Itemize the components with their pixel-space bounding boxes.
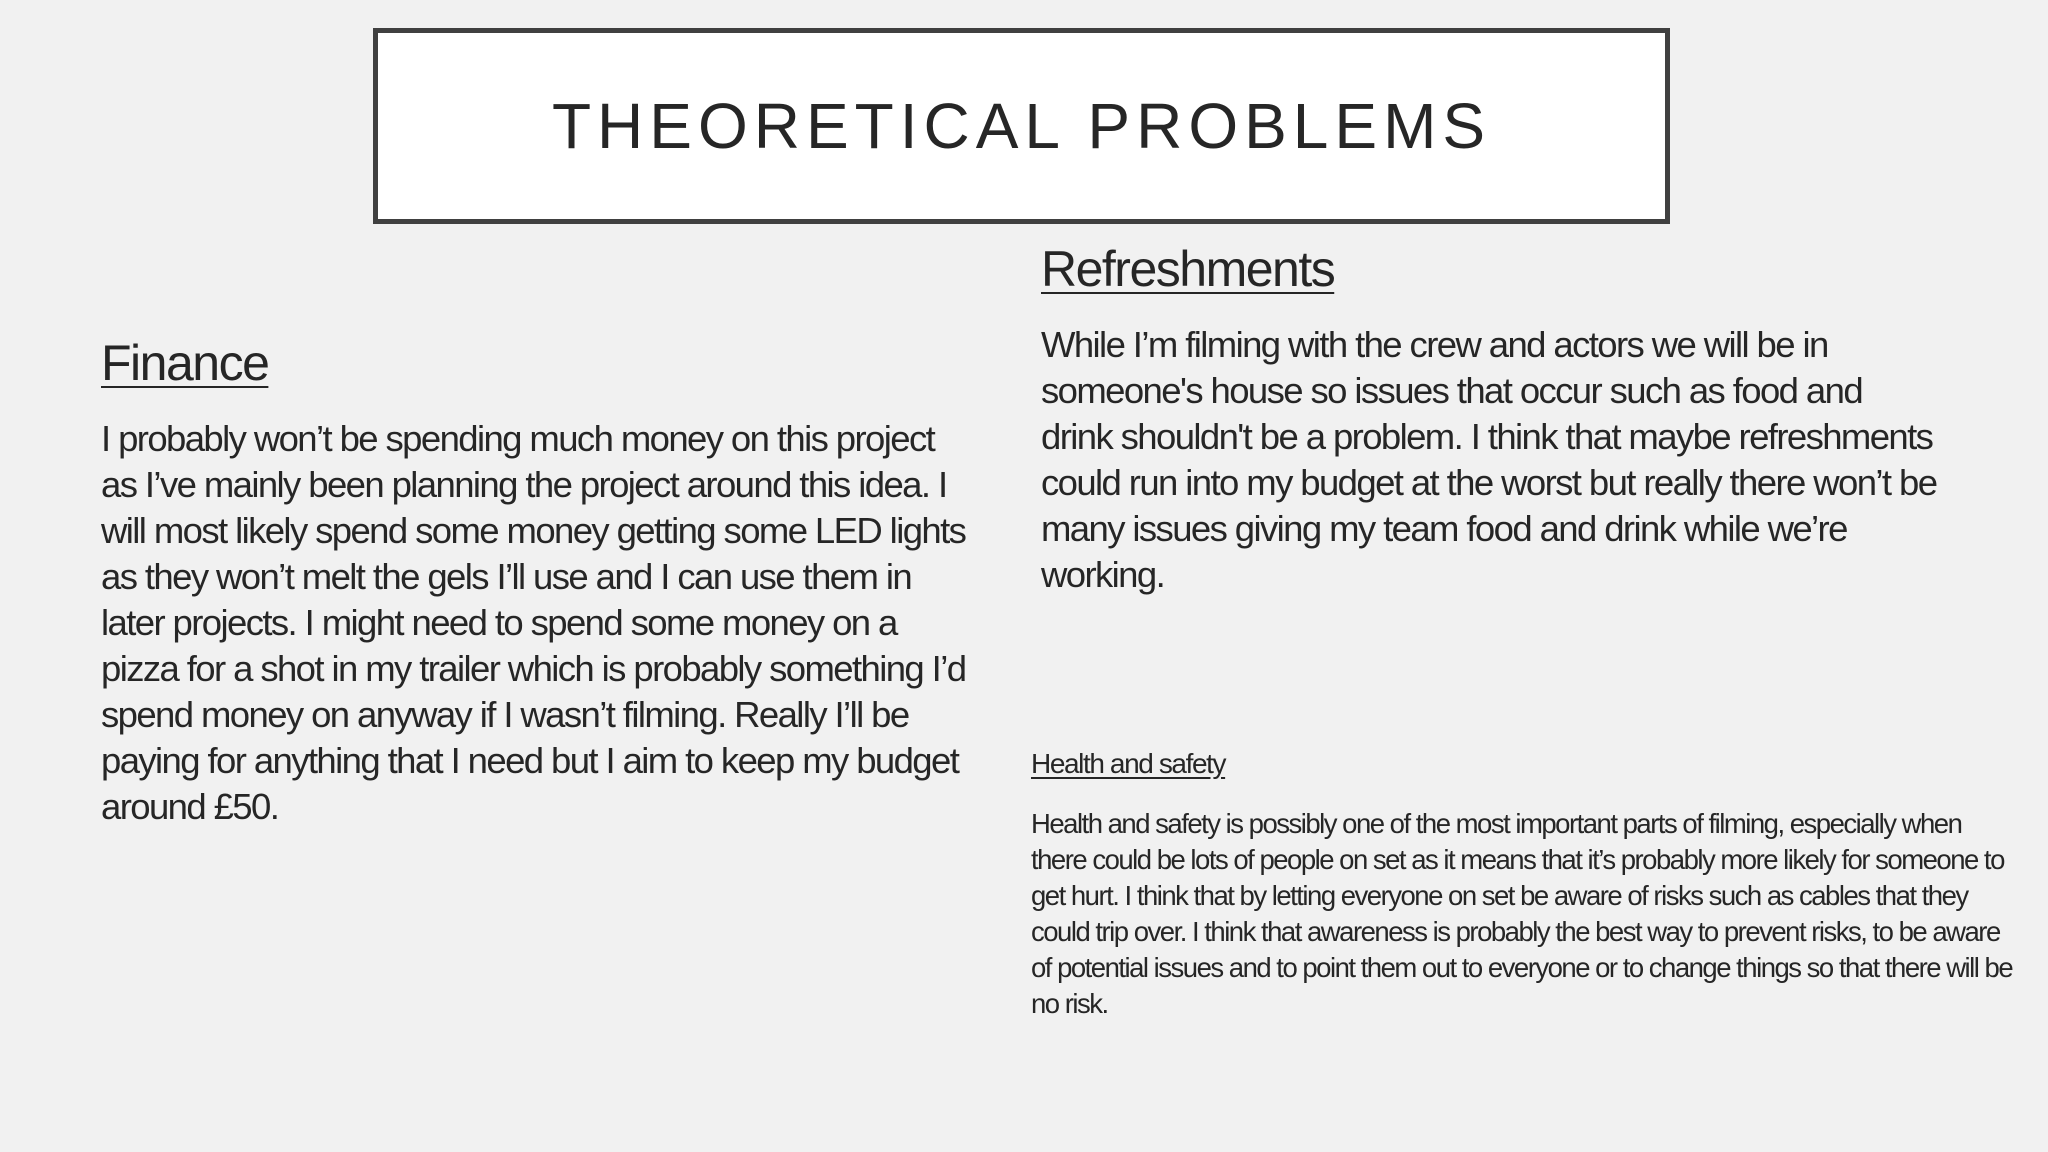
finance-body: I probably won’t be spending much money on this project as I’ve mainly been planning the project around this idea. I will most likely spend some money getting some LED lights as they won’t melt the gels I’ll use and I can use them in later projects. I might need to spend some money on a pizza for a shot in my trailer which is probably something I’d spend money on anyway if I wasn’t filming. Really I’ll be paying for anything that I need but I aim to keep my budget around £50. bbox=[101, 418, 966, 827]
finance-heading: Finance bbox=[101, 335, 269, 391]
title-box bbox=[373, 28, 1670, 224]
health-safety-heading: Health and safety bbox=[1031, 748, 1226, 779]
slide-title: THEORETICAL PROBLEMS bbox=[551, 90, 1492, 162]
health-safety-body: Health and safety is possibly one of the most important parts of filming, especially when there could be lots of people on set as it means that it’s probably more likely for someone to get hurt. I think that by letting everyone on set be aware of risks such as cables that they could trip over. I think that awareness is probably the best way to prevent risks, to be aware of potential issues and to point them out to everyone or to change things so that there will be no risk. bbox=[1031, 808, 2013, 1019]
refreshments-heading: Refreshments bbox=[1041, 241, 1335, 297]
refreshments-body: While I’m filming with the crew and actors we will be in someone's house so issues that occur such as food and drink shouldn't be a problem. I think that maybe refreshments could run into my budget at the worst but really there won’t be many issues giving my team food and drink while we’re working. bbox=[1041, 324, 1937, 595]
